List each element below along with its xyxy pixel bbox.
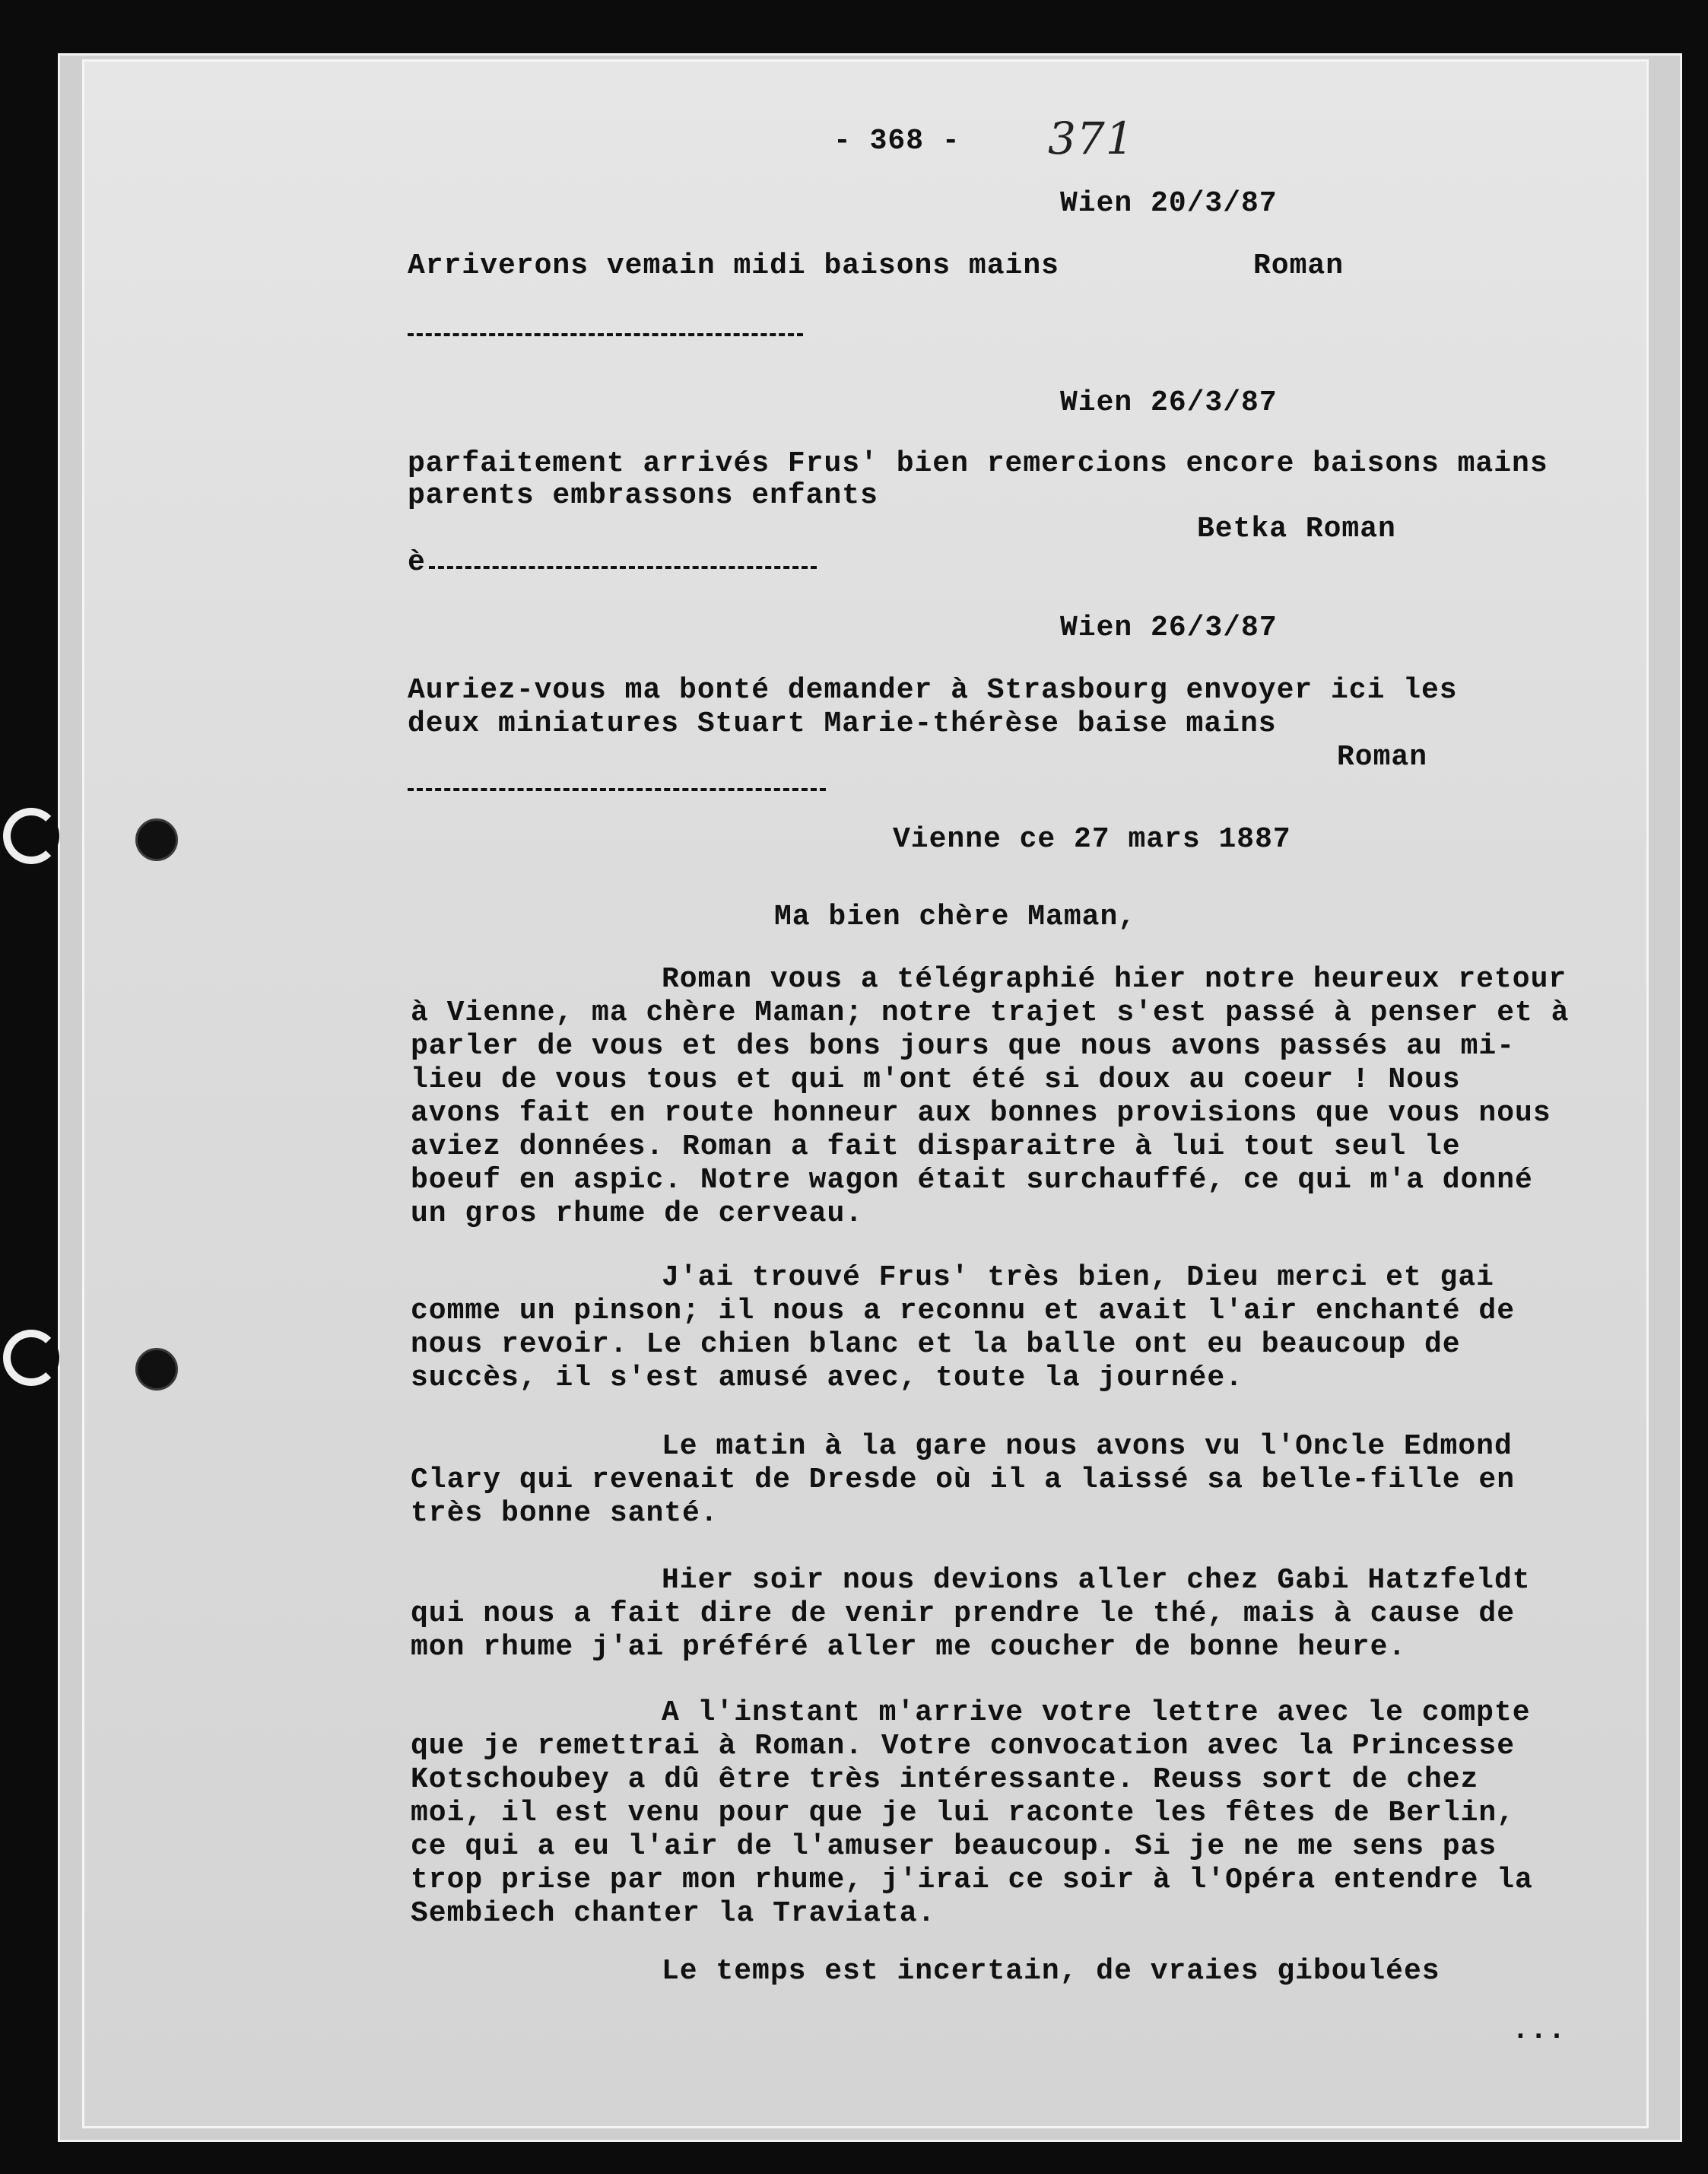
telegram3-signature: Roman [1337,741,1428,774]
binder-ring [3,808,59,864]
page-number: - 368 - [833,125,960,157]
letter-line: mon rhume j'ai préféré aller me coucher de bonne heure. [411,1631,1407,1664]
telegram1-date: Wien 20/3/87 [1060,187,1278,220]
letter-paragraph [411,1430,1515,1530]
letter-line: ce qui a eu l'air de l'amuser beaucoup. Si je ne me sens pas [411,1830,1497,1863]
binder-ring [3,1330,59,1386]
letter-line: parler de vous et des bons jours que nous avons passés au mi- [411,1030,1516,1063]
continuation-mark: ... [1512,2014,1567,2047]
letter-line: un gros rhume de cerveau. [411,1197,864,1230]
letter-line: Kotschoubey a dû être très intéressante. Reuss sort de chez [411,1763,1479,1796]
telegram1-text: Arriverons vemain midi baisons mains [408,250,1059,282]
letter-line: aviez données. Roman a fait disparaitre à lui tout seul le [411,1130,1461,1163]
folio-number: 371 [1048,113,1135,164]
letter-line: comme un pinson; il nous a reconnu et avait l'air enchanté de [411,1295,1516,1327]
letter-paragraph [411,963,1569,1231]
telegram2-date: Wien 26/3/87 [1060,386,1278,419]
letter-line: Roman vous a télégraphié hier notre heureux retour [662,963,1567,996]
telegram2-line2: parents embrassons enfants [408,479,878,512]
letter-line: Clary qui revenait de Dresde où il a laissé sa belle-fille en [411,1464,1516,1496]
separator-rule [408,333,803,338]
telegram3-date: Wien 26/3/87 [1060,612,1278,644]
letter-line: qui nous a fait dire de venir prendre le thé, mais à cause de [411,1597,1516,1630]
punch-hole [135,1348,178,1391]
telegram2-signature: Betka Roman [1197,513,1396,545]
letter-line: très bonne santé. [411,1497,719,1530]
letter-line: à Vienne, ma chère Maman; notre trajet s'est passé à penser et à [411,996,1570,1029]
letter-paragraph [411,1261,1515,1395]
letter-paragraph [411,1955,1440,1988]
letter-line: Hier soir nous devions aller chez Gabi Hatzfeldt [662,1564,1531,1597]
telegram1-signature: Roman [1253,250,1344,282]
letter-paragraph [411,1696,1533,1931]
letter-date: Vienne ce 27 mars 1887 [893,823,1291,856]
letter-line: succès, il s'est amusé avec, toute la journée. [411,1362,1243,1394]
letter-line: A l'instant m'arrive votre lettre avec le compte [662,1696,1531,1729]
telegram3-line1: Auriez-vous ma bonté demander à Strasbourg envoyer ici les [408,674,1458,707]
letter-line: avons fait en route honneur aux bonnes provisions que vous nous [411,1097,1551,1130]
letter-line: nous revoir. Le chien blanc et la balle ont eu beaucoup de [411,1328,1461,1361]
telegram3-line2: deux miniatures Stuart Marie-thérèse baise mains [408,707,1277,740]
letter-line: J'ai trouvé Frus' très bien, Dieu merci et gai [662,1261,1494,1294]
separator-rule [429,566,817,571]
letter-line: Le temps est incertain, de vraies giboulées [662,1955,1440,1988]
punch-hole [135,818,178,861]
letter-line: lieu de vous tous et qui m'ont été si doux au coeur ! Nous [411,1063,1461,1096]
letter-line: que je remettrai à Roman. Votre convocation avec la Princesse [411,1730,1516,1762]
letter-line: boeuf en aspic. Notre wagon était surchauffé, ce qui m'a donné [411,1164,1533,1197]
letter-line: moi, il est venu pour que je lui raconte les fêtes de Berlin, [411,1797,1516,1829]
letter-line: Sembiech chanter la Traviata. [411,1897,936,1930]
telegram2-mark: è [408,546,426,579]
letter-paragraph [411,1564,1531,1664]
separator-rule [408,788,826,793]
telegram2-line1: parfaitement arrivés Frus' bien remercions encore baisons mains [408,447,1548,480]
letter-line: trop prise par mon rhume, j'irai ce soir à l'Opéra entendre la [411,1864,1533,1896]
letter-salutation: Ma bien chère Maman, [774,901,1137,933]
document-page [82,59,1649,2128]
letter-line: Le matin à la gare nous avons vu l'Oncle Edmond [662,1430,1513,1463]
